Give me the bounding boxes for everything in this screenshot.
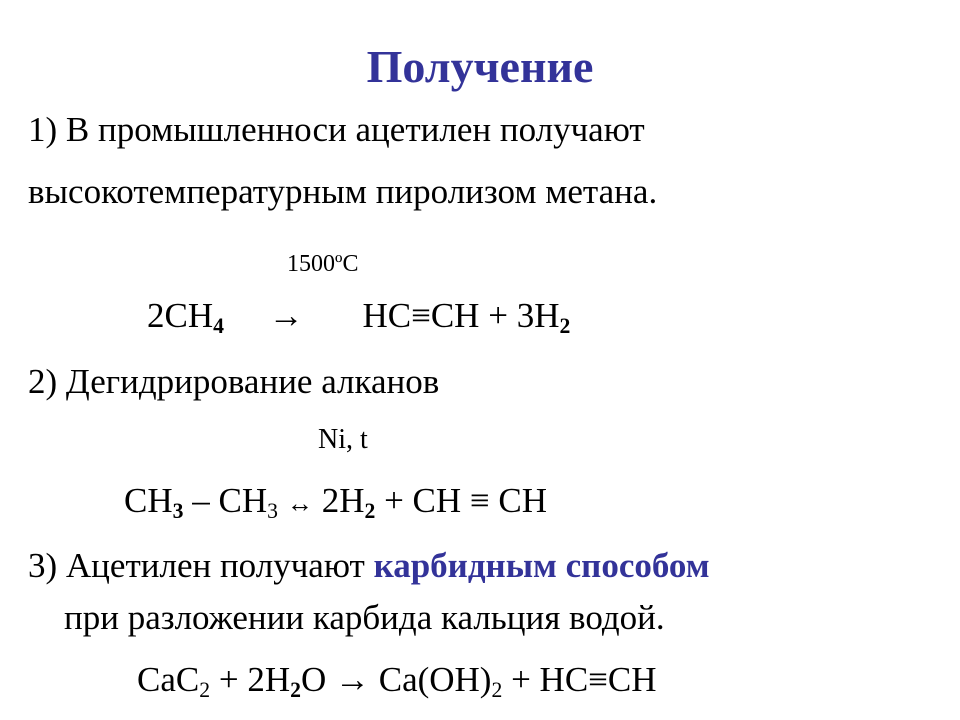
eq3-carbide-sub: 2 [199,678,211,703]
eq2-hydrogen: 2H [321,481,365,520]
eq1-reactant: 2CH [147,296,214,335]
equation-carbide-hydrolysis [137,660,657,703]
item3-highlight: карбидным способом [373,546,710,585]
eq2-ethane-b: – CH [183,481,268,520]
eq2-triple-bond: ≡ [469,481,490,520]
item3-line1 [28,546,710,586]
page-title: Получение [366,41,594,92]
eq3-arrow: → [334,660,370,699]
eq1-products: HC≡CH + 3H [362,296,560,335]
equation-methane-pyrolysis [147,296,570,339]
eq3-water-a: + 2H [210,660,291,699]
eq3-hydroxide-sub: 2 [491,678,503,703]
equation-alkane-dehydrogenation [124,481,547,524]
item1-line2: высокотемпературным пиролизом метана. [28,172,658,211]
eq2-ethane-a-sub: 3 [172,499,184,524]
item3-prefix: 3) Ацетилен получают [28,546,374,585]
eq1-products-sub: 2 [559,314,571,339]
eq2-acetylene-a: + CH [375,481,470,520]
eq2-ethane-a: CH [124,481,173,520]
eq1-arrow: → [268,296,304,335]
item1-line1: 1) В промышленноси ацетилен получают [28,110,645,149]
eq2-arrow: ↔ [286,489,313,518]
item2-line: 2) Дегидрирование алканов [28,362,440,401]
eq2-acetylene-b: CH [489,481,548,520]
eq2-hydrogen-sub: 2 [364,499,376,524]
eq3-hydroxide: Ca(OH) [369,660,492,699]
item1-condition: 1500ºС [287,251,359,277]
item3-line2: при разложении карбида кальция водой. [64,598,665,637]
eq3-water-b: O [300,660,335,699]
eq3-water-sub: 2 [290,678,301,703]
eq3-acetylene: + HC≡CH [502,660,657,699]
eq3-carbide: CaC [137,660,200,699]
eq2-ethane-b-sub: 3 [267,499,278,524]
eq1-reactant-sub: 4 [213,314,224,339]
item2-condition: Ni, t [318,424,368,455]
